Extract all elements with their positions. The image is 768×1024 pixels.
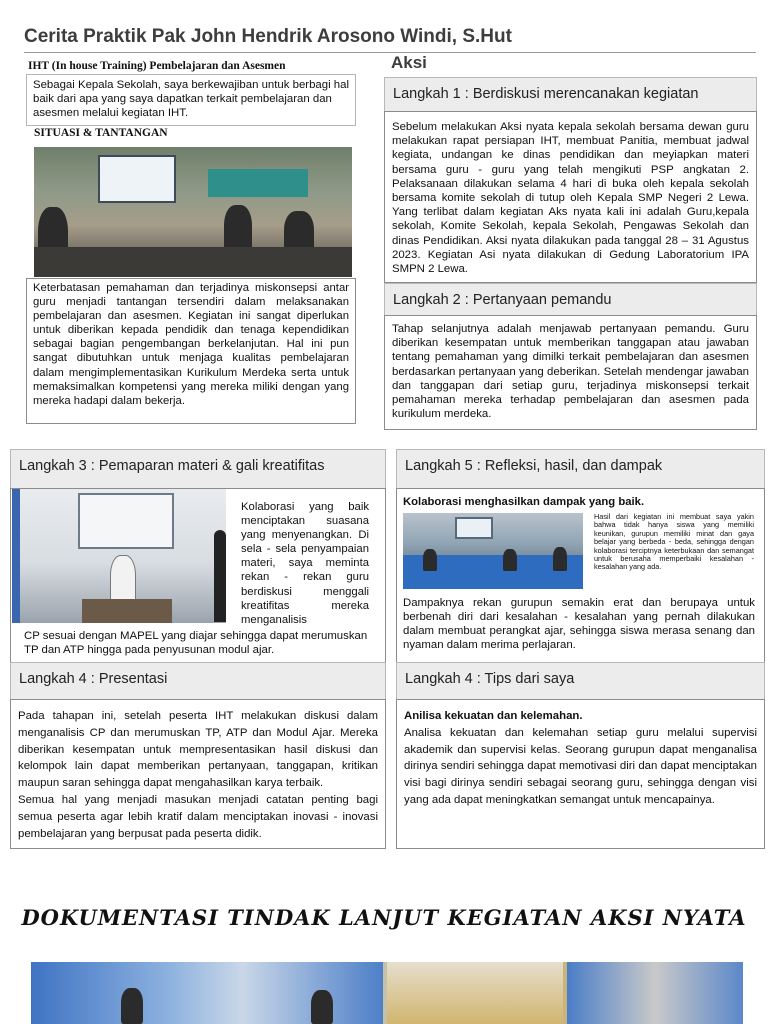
step5-subtitle: Kolaborasi menghasilkan dampak yang baik. [403,496,645,508]
participant-figure [121,988,143,1024]
step3-header: Langkah 3 : Pemaparan materi & gali kreatifitas [10,449,386,489]
projector-screen [78,493,174,549]
participant-figure [311,990,333,1024]
situasi-text: Keterbatasan pemahaman dan terjadinya miskonsepsi antar guru menjadi tantangan tersendiri dalam melaksanakan pembelajaran dan asesmen. Kegiatan ini sangat diperlukan untuk diberikan kepada pendidik dan tenaga kependidikan sebagai bagian pengembangan berkelanjutan. Hal ini pun sangat dibutuhkan untuk menjaga kualitas pembelajaran dalam mengimplementasikan Kurikulum Merdeka serta untuk memaksimalkan kompetensi yang mereka miliki dengan yang mereka hadapi dalam bekerja. [33,282,349,407]
iht-intro-box [26,74,356,126]
documentation-photo-2 [387,962,563,1024]
desk [82,599,172,623]
step4-tips-header: Langkah 4 : Tips dari saya [396,662,765,700]
student-figure [553,547,567,571]
classroom-photo [403,513,583,589]
documentation-photo-strip [31,962,743,1024]
step5-side-text: Hasil dari kegiatan ini membuat saya yakin bahwa tidak hanya siswa yang memiliki keunikan, gurupun memiliki minat dan gaya belajar yang berbeda - beda, sehingga dengan kolaborasi terciptnya keterbukaan dan semangat untuk berusaha memperbaiki kesalahan - kesalahan yang ada. [594,512,754,572]
side-person-figure [214,530,226,622]
documentation-photo-3 [567,962,743,1024]
situasi-box [26,278,356,424]
aksi-label: Aksi [391,53,427,72]
situasi-title: SITUASI & TANTANGAN [34,127,168,139]
step1-header: Langkah 1 : Berdiskusi merencanakan kegiatan [384,77,757,112]
title-divider [24,52,756,53]
step4-presentasi-box [10,699,386,849]
projector-screen [98,155,176,203]
step4-presentasi-text: Pada tahapan ini, setelah peserta IHT melakukan diskusi dalam menganalisis CP dan merumuskan TP, ATP dan Modul Ajar. Mereka diberikan kesempatan untuk mempresentasikan hasil diskusi dan kelompok lain dapat memberikan pertanyaan, tanggapan, kritikan maupun saran sehingga dapat mengahasilkan karya terbaik. [18,710,378,790]
projector-screen [455,517,493,539]
step2-box [384,315,757,430]
step5-text: Dampaknya rekan gurupun semakin erat dan berupaya untuk berbenah diri dari kesalahan - kesalahan yang pernah dilakukan dalam membuat perangkat ajar, sehingga siswa merasa senang dan nyaman dalam merima perlajaran. [403,597,755,652]
dokumentasi-title: DOKUMENTASI TINDAK LANJUT KEGIATAN AKSI NYATA [21,905,747,930]
step3-bottom-text: CP sesuai dengan MAPEL yang diajar sehingga dapat merumuskan TP dan ATP hingga pada penyusunan modul ajar. [24,630,368,657]
presenter-figure [110,555,136,605]
iht-intro-text: Sebagai Kepala Sekolah, saya berkewajiban untuk berbagi hal baik dari apa yang saya dapatkan terkait pembelajaran dan asesmen melalui kegiatan IHT. [33,79,349,120]
step2-text: Tahap selanjutnya adalah menjawab pertanyaan pemandu. Guru diberikan kesempatan untuk memberikan tanggapan atau jawaban tentang pemahaman yang dimilki terkait pembelajaran dan asesmen berdasarkan pertanyaan yang deberikan. Setelah mendengar jawaban dan tanggapan dari setiap guru, terjadinya miskonsepsi terkait pemahaman mereka terhadap pembelajaran dan asesmen pada kurikulum merdeka. [392,323,749,421]
step3-side-text: Kolaborasi yang baik menciptakan suasana yang menyenangkan. Di sela - sela penyampaian materi, saya meminta rekan - rekan guru berdiskusi menggali kreatifitas mereka menganalisis [241,501,369,626]
training-banner [208,169,308,197]
step4-tips-box [396,699,765,849]
training-photo [34,147,352,277]
step4-presentasi-header: Langkah 4 : Presentasi [10,662,386,700]
table-row-foreground [34,247,352,277]
step2-header: Langkah 2 : Pertanyaan pemandu [384,283,757,316]
left-curtain [12,489,20,623]
student-figure [503,549,517,571]
student-figure [423,549,437,571]
step1-text: Sebelum melakukan Aksi nyata kepala sekolah bersama dewan guru melakukan rapat persiapan IHT, membuat Panitia, membuat jadwal kegiata, undangan ke dinas pendidikan dan meyiapkan materi bersama guru - guru yang telah mengikuti PSP angkatan 2. Pelaksanaan dilakukan selama 4 hari di buka oleh kepala sekolah bersama komite sekolah di tutup oleh Kepala SMP Negeri 2 Lewa. Yang terlibat dalam kegiatan Aks nyata kali ini adalah Guru,kepala sekolah, Komite Sekolah, kepala Sekolah, Pengawas Sekolah dan dinas Pendidikan. Aksi nyata dilakukan pada tanggal 28 – 31 Agustus 2023. Kegiatan Asi nyata dilakukan di Gedung Laboratorium IPA SMPN 2 Lewa. [392,121,749,276]
step4-tips-text: Analisa kekuatan dan kelemahan setiap guru melalui supervisi akademik dan supervisi kelas. Seorang gurupun dapat menganalisa dirinya sendiri sehingga dapat memotivasi diri dan dapat menciptakan visi bagi dirinya sendiri sebagai seorang guru, sehingga dengan visi yang ada dapat meningkatkan semangat untuk mencapainya. [404,726,757,806]
step5-header: Langkah 5 : Refleksi, hasil, dan dampak [396,449,765,489]
page-title: Cerita Praktik Pak John Hendrik Arosono Windi, S.Hut [24,26,512,47]
iht-title: IHT (In house Training) Pembelajaran dan Asesmen [28,60,286,72]
step4-presentasi-text-2: Semua hal yang menjadi masukan menjadi catatan penting bagi semua peserta agar lebih kratif dalam menciptakan inovasi - inovasi pembelajaran yang berpusat pada peserta didik. [18,793,378,840]
step4-tips-subtitle: Anilisa kekuatan dan kelemahan. [404,710,583,722]
presentation-photo [12,489,226,623]
step1-box [384,111,757,283]
